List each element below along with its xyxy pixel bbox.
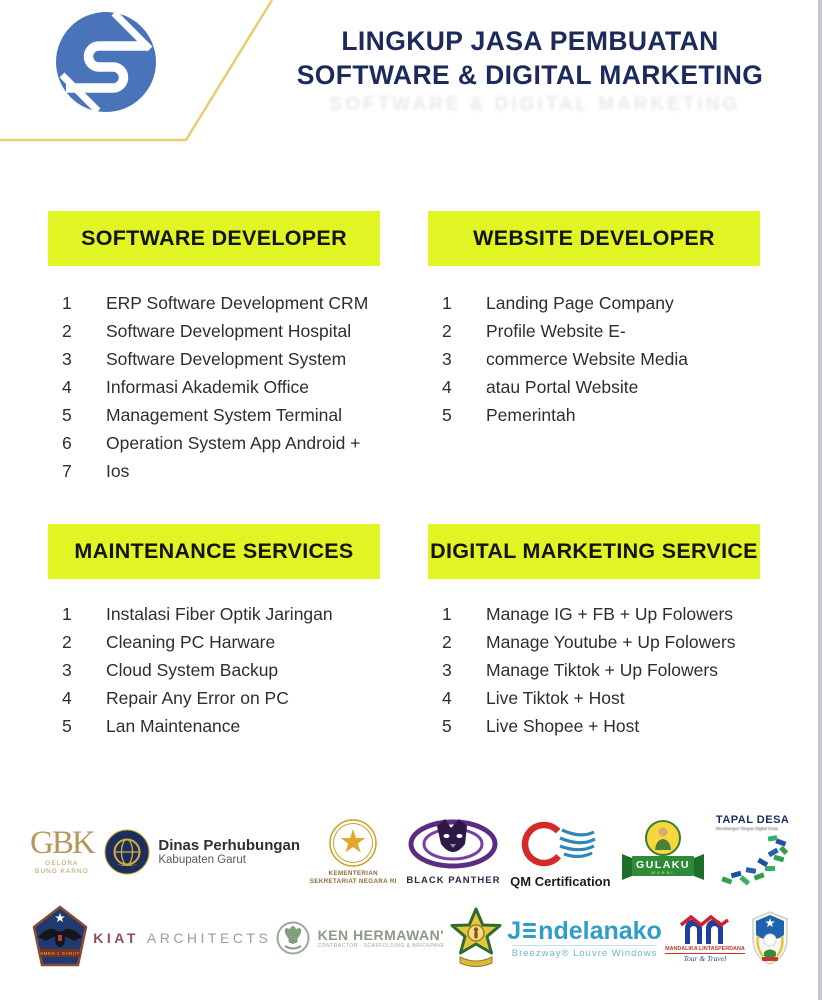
list-item <box>48 401 418 429</box>
black-panther-icon <box>407 818 499 874</box>
jendelanako-prefix: J <box>507 916 522 945</box>
item-number: 4 <box>442 377 452 397</box>
item-text: Ios <box>106 461 130 481</box>
ken-hermawan-lotus-icon <box>275 920 311 956</box>
item-number: 3 <box>62 349 72 369</box>
mandalika-m-icon <box>680 914 730 945</box>
section-header-website-developer <box>428 211 760 266</box>
section-header-digital-marketing-service <box>428 524 760 579</box>
client-logo-gbk <box>30 825 94 876</box>
tapal-desa-label: TAPAL DESA <box>715 814 790 826</box>
page-title-line1: LINGKUP JASA PEMBUATAN <box>341 26 719 56</box>
item-text: Operation System App Android + <box>106 433 361 453</box>
item-text: commerce Website Media <box>486 349 688 369</box>
title-ghost-artifact: SOFTWARE & DIGITAL MARKETING <box>329 94 741 115</box>
item-text: Manage IG + FB + Up Folowers <box>486 604 734 624</box>
client-logo-tapal-desa <box>716 814 792 890</box>
qm-certification-label: QM Certification <box>510 873 611 889</box>
list-item <box>48 712 418 740</box>
item-number: 4 <box>62 688 72 708</box>
list-item <box>48 429 418 457</box>
ken-hermawan-label: KEN HERMAWAN' <box>317 926 445 943</box>
client-logos-row-2 <box>30 892 792 984</box>
client-logo-gulaku <box>620 820 706 884</box>
item-number: 4 <box>442 688 452 708</box>
item-number: 1 <box>62 293 72 313</box>
item-number: 2 <box>442 321 452 341</box>
list-item <box>428 289 798 317</box>
maintenance-services-list <box>48 600 418 740</box>
item-number: 5 <box>62 405 72 425</box>
section-title: WEBSITE DEVELOPER <box>473 226 715 250</box>
item-number: 1 <box>442 293 452 313</box>
gbk-sub2: BUNG KARNO <box>34 868 89 875</box>
dishub-region: Kabupaten Garut <box>158 854 246 866</box>
item-number: 3 <box>442 660 452 680</box>
tapal-desa-tagline: Membangun Tangan Digital Desa <box>715 826 778 831</box>
gbk-sub1: GELORA <box>45 860 79 867</box>
item-text: Informasi Akademik Office <box>106 377 309 397</box>
jendelanako-rest: ndelanako <box>538 916 662 945</box>
client-logo-black-panther <box>406 818 500 886</box>
list-item <box>48 457 418 485</box>
gulaku-label: GULAKU <box>636 859 691 871</box>
gulaku-icon <box>620 820 706 884</box>
dishub-emblem-icon <box>103 828 151 876</box>
black-panther-label: BLACK PANTHER <box>406 875 501 886</box>
item-text: Lan Maintenance <box>106 716 241 736</box>
company-s-logo-icon <box>50 6 162 118</box>
section-header-maintenance-services <box>48 524 380 579</box>
item-text: Live Shopee + Host <box>486 716 640 736</box>
client-logo-kiat-architects <box>93 930 271 946</box>
item-text: Repair Any Error on PC <box>106 688 289 708</box>
item-text: Profile Website E- <box>486 321 626 341</box>
gold-star-emblem-icon <box>448 907 504 969</box>
list-item <box>48 289 418 317</box>
item-text: Instalasi Fiber Optik Jaringan <box>106 604 333 624</box>
list-item <box>428 600 798 628</box>
mandalika-tagline: Tour & Travel <box>683 953 727 963</box>
item-text: atau Portal Website <box>486 377 639 397</box>
section-title: DIGITAL MARKETING SERVICE <box>430 539 758 563</box>
list-item <box>428 373 798 401</box>
list-item <box>428 401 798 429</box>
item-number: 2 <box>62 321 72 341</box>
list-item <box>48 684 418 712</box>
section-header-software-developer <box>48 211 380 266</box>
list-item <box>48 317 418 345</box>
item-text: Live Tiktok + Host <box>486 688 625 708</box>
gulaku-sub: MURNI <box>651 870 675 875</box>
screenshot-right-border <box>818 0 822 1000</box>
ken-hermawan-tagline: CONTRACTOR · SCAFFOLDING & BRICKPAVE <box>317 942 445 949</box>
smk-badge-banner-text: SMKN 1 GARUT <box>40 951 80 956</box>
louvre-bars-icon <box>523 923 536 939</box>
client-logo-ken-hermawan <box>275 920 445 956</box>
qm-certification-icon <box>520 816 600 872</box>
digital-marketing-list <box>428 600 798 740</box>
page-title-line2: SOFTWARE & DIGITAL MARKETING <box>296 60 764 90</box>
item-number: 7 <box>62 461 72 481</box>
list-item <box>48 373 418 401</box>
item-number: 5 <box>62 716 72 736</box>
kiat-word: KIAT <box>93 930 139 946</box>
list-item <box>428 628 798 656</box>
client-logo-dinas-perhubungan <box>103 828 300 876</box>
jendelanako-subtitle: Breezway® Louvre Windows <box>512 945 658 959</box>
client-logos-row-1 <box>30 808 792 896</box>
item-number: 2 <box>442 632 452 652</box>
page-title <box>272 24 788 92</box>
smk-garut-badge-icon <box>30 905 90 971</box>
item-text: Management System Terminal <box>106 405 343 425</box>
item-number: 1 <box>442 604 452 624</box>
client-logo-mandalika <box>665 914 745 963</box>
item-text: Software Development System <box>106 349 347 369</box>
item-text: Manage Tiktok + Up Folowers <box>486 660 718 680</box>
item-text: Software Development Hospital <box>106 321 352 341</box>
section-title: SOFTWARE DEVELOPER <box>81 226 347 250</box>
list-item <box>428 712 798 740</box>
client-logo-kemensetneg <box>310 819 397 886</box>
item-text: Cloud System Backup <box>106 660 279 680</box>
item-text: Manage Youtube + Up Folowers <box>486 632 736 652</box>
list-item <box>48 656 418 684</box>
item-text: Pemerintah <box>486 405 576 425</box>
mandalika-name: MANDALIKA LINTASPERDANA <box>665 945 745 952</box>
list-item <box>428 317 798 345</box>
kemensetneg-line2: SEKRETARIAT NEGARA RI <box>309 877 397 885</box>
list-item <box>428 684 798 712</box>
item-number: 3 <box>442 349 452 369</box>
list-item <box>428 656 798 684</box>
list-item <box>48 628 418 656</box>
item-number: 2 <box>62 632 72 652</box>
item-text: Landing Page Company <box>486 293 674 313</box>
gbk-wordmark: GBK <box>30 825 94 861</box>
list-item <box>48 600 418 628</box>
item-number: 5 <box>442 405 452 425</box>
software-developer-list <box>48 289 418 485</box>
item-number: 6 <box>62 433 72 453</box>
client-logo-jendelanako <box>507 918 662 959</box>
tapal-desa-mosaic-icon <box>716 832 792 890</box>
section-title: MAINTENANCE SERVICES <box>74 539 354 563</box>
regency-coat-of-arms-icon <box>748 910 792 966</box>
list-item <box>48 345 418 373</box>
kemensetneg-star-icon <box>325 819 381 869</box>
architects-word: ARCHITECTS <box>146 930 272 946</box>
item-number: 1 <box>62 604 72 624</box>
item-text: Cleaning PC Harware <box>106 632 276 652</box>
item-number: 5 <box>442 716 452 736</box>
client-logo-qm-certification <box>510 816 610 889</box>
kemensetneg-line1: KEMENTERIAN <box>328 869 378 877</box>
item-text: ERP Software Development CRM <box>106 293 369 313</box>
list-item <box>428 345 798 373</box>
dishub-name: Dinas Perhubungan <box>158 837 301 854</box>
item-number: 4 <box>62 377 72 397</box>
item-number: 3 <box>62 660 72 680</box>
website-developer-list <box>428 289 798 429</box>
